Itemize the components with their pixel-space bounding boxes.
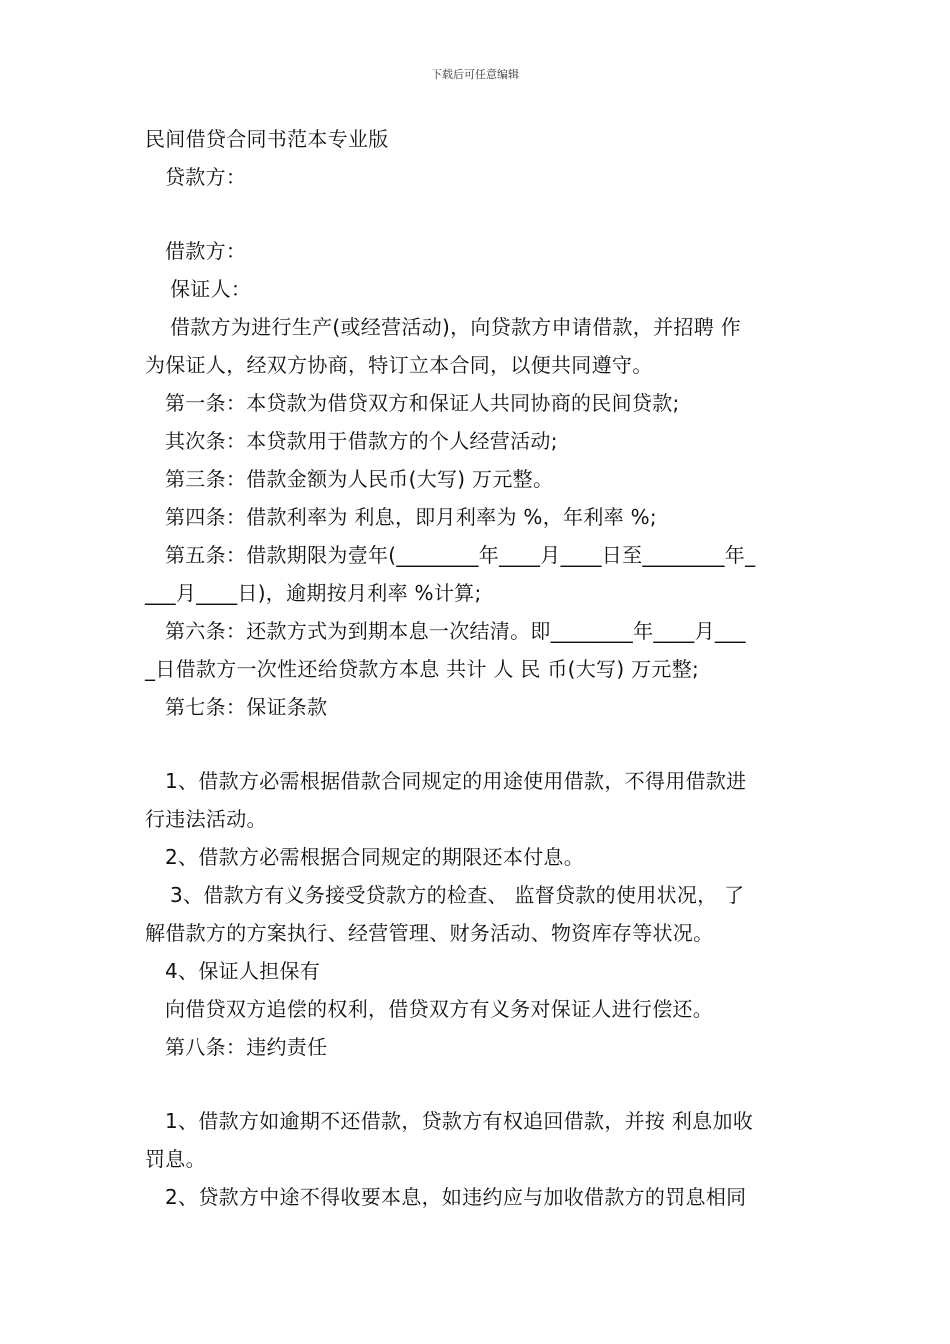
article-8-heading: 第八条：违约责任 [165,1035,328,1059]
guarantor-field: 保证人： [170,277,252,301]
blank-line [145,726,810,762]
blank-line [145,196,810,232]
guarantee-clause-2: 2、借款方必需根据合同规定的期限还本付息。 [165,845,585,869]
guarantee-clause-1-line1: 1、借款方必需根据借款合同规定的用途使用借款，不得用借款进 [165,769,747,793]
intro-paragraph-line1: 借款方为进行生产(或经营活动)，向贷款方申请借款，并招聘 作 [170,315,741,339]
guarantee-clause-4-continued: 向借贷双方追偿的权利，借贷双方有义务对保证人进行偿还。 [165,997,714,1021]
article-4: 第四条：借款利率为 利息，即月利率为 %，年利率 %; [165,505,657,529]
breach-clause-2: 2、贷款方中途不得收要本息，如违约应与加收借款方的罚息相同 [165,1185,747,1209]
article-7-heading: 第七条：保证条款 [165,695,328,719]
article-6-line2: _日借款方一次性还给贷款方本息 共计 人 民 币(大写) 万元整; [145,657,700,681]
document-body [145,120,810,1216]
breach-clause-1-line2: 罚息。 [145,1147,206,1171]
breach-clause-1-line1: 1、借款方如逾期不还借款，贷款方有权追回借款，并按 利息加收 [165,1109,754,1133]
blank-line [145,1066,810,1102]
intro-paragraph-line2: 为保证人，经双方协商，特订立本合同，以便共同遵守。 [145,353,653,377]
document-title: 民间借贷合同书范本专业版 [145,127,389,151]
guarantee-clause-1-line2: 行违法活动。 [145,807,267,831]
article-1: 第一条：本贷款为借贷双方和保证人共同协商的民间贷款; [165,391,680,415]
article-6-line1: 第六条：还款方式为到期本息一次结清。即________年____月___ [165,619,746,643]
guarantee-clause-4: 4、保证人担保有 [165,959,321,983]
lender-field: 贷款方： [165,165,247,189]
guarantee-clause-3-line1: 3、借款方有义务接受贷款方的检查、 监督贷款的使用状况， 了 [170,883,745,907]
borrower-field: 借款方： [165,239,247,263]
page-header-note: 下载后可任意编辑 [431,68,519,81]
article-5-line1: 第五条：借款期限为壹年(________年____月____日至________年_ [165,543,756,567]
article-2: 其次条：本贷款用于借款方的个人经营活动; [165,429,558,453]
guarantee-clause-3-line2: 解借款方的方案执行、经营管理、财务活动、物资库存等状况。 [145,921,714,945]
article-3: 第三条：借款金额为人民币(大写) 万元整。 [165,467,554,491]
article-5-line2: ___月____日)，逾期按月利率 %计算; [145,581,482,605]
